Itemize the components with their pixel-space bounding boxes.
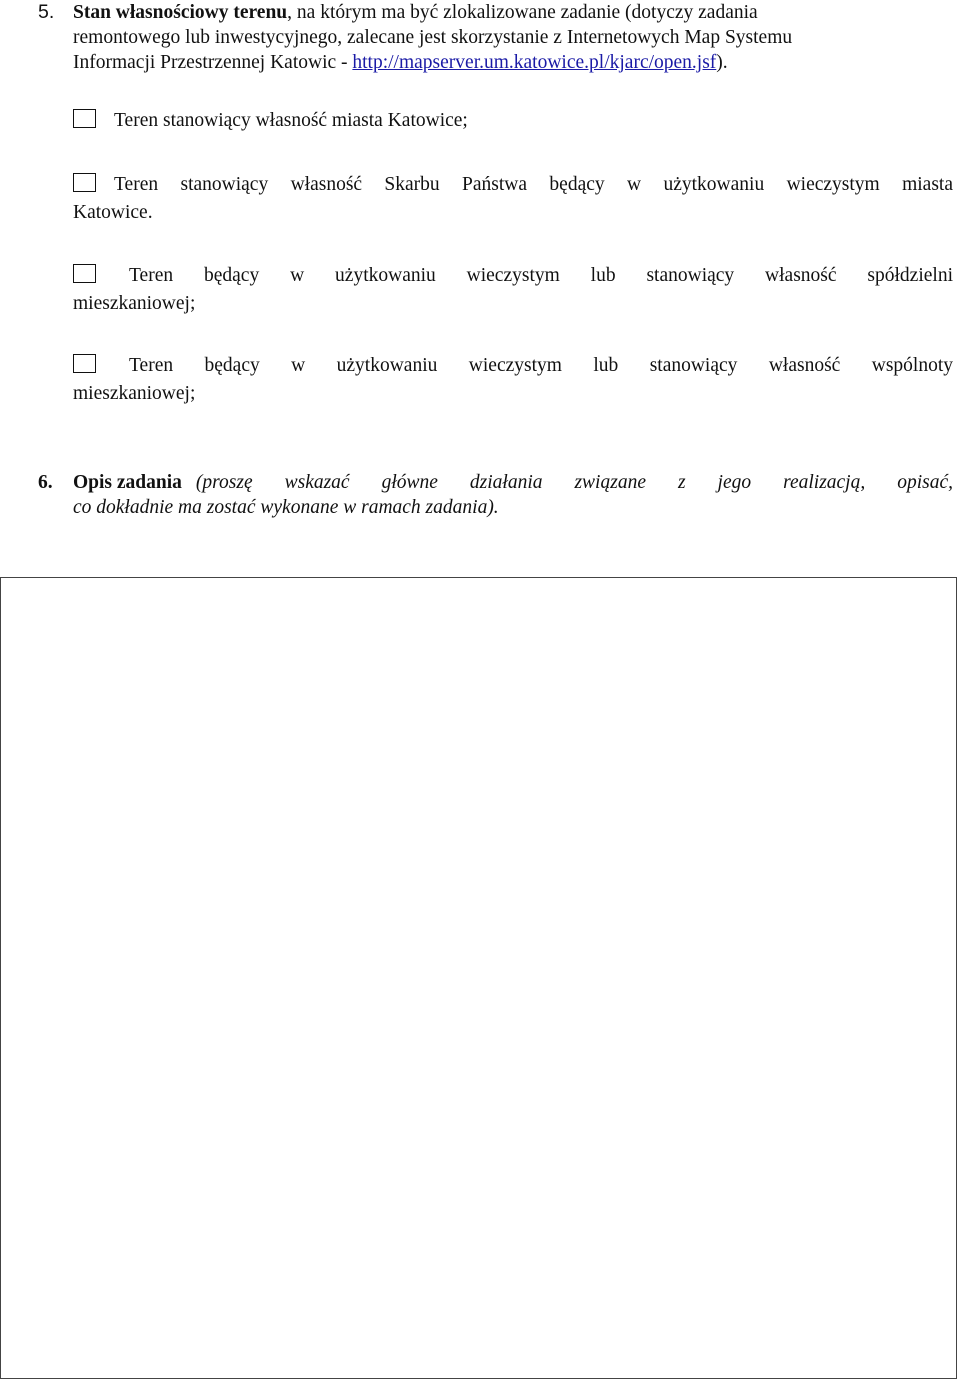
ownership-option-4-label-cont: mieszkaniowej;: [73, 383, 196, 404]
section-6-title: Opis zadania: [73, 472, 182, 493]
ownership-option-2-label: Teren stanowiący własność Skarbu Państwa będący w użytkowaniu wieczystym miasta: [114, 174, 953, 195]
section-6-instruction-line1: (proszę wskazać główne działania związane z jego realizacją, opisać,: [195, 472, 953, 493]
section-5-title: Stan własnościowy terenu: [73, 2, 288, 23]
section-5-intro-line2: remontowego lub inwestycyjnego, zalecane jest skorzystanie z Internetowych Map Systemu: [73, 27, 793, 48]
ownership-option-2: [73, 171, 953, 227]
ownership-option-4-label: Teren będący w użytkowaniu wieczystym lub stanowiący własność wspólnoty: [129, 355, 953, 376]
section-5-intro-line1: , na którym ma być zlokalizowane zadanie (dotyczy zadania: [287, 2, 758, 23]
ownership-option-1-checkbox[interactable]: [73, 109, 96, 128]
section-5-number: 5.: [38, 1, 55, 23]
ownership-option-1-label: Teren stanowiący własność miasta Katowice;: [114, 110, 468, 131]
ownership-option-2-label-cont: Katowice.: [73, 202, 153, 223]
ownership-option-4-checkbox[interactable]: [73, 354, 96, 373]
ownership-option-3-checkbox[interactable]: [73, 264, 96, 283]
section-6-heading: [73, 470, 953, 520]
section-6-number: 6.: [38, 472, 53, 493]
section-5-intro: [73, 0, 953, 75]
mapserver-link[interactable]: http://mapserver.um.katowice.pl/kjarc/open.jsf: [352, 52, 717, 73]
ownership-option-3-label: Teren będący w użytkowaniu wieczystym lub stanowiący własność spółdzielni: [129, 265, 953, 286]
section-5-intro-line3: Informacji Przestrzennej Katowic -: [73, 52, 353, 73]
ownership-option-1: [73, 107, 953, 135]
ownership-option-3: [73, 262, 953, 318]
ownership-option-2-checkbox[interactable]: [73, 173, 96, 192]
task-description-answer-box[interactable]: [0, 577, 957, 1379]
ownership-option-3-label-cont: mieszkaniowej;: [73, 293, 196, 314]
section-5-intro-end: ).: [716, 52, 728, 73]
section-6-instruction-line2: co dokładnie ma zostać wykonane w ramach zadania).: [73, 497, 499, 518]
ownership-option-4: [73, 352, 953, 408]
